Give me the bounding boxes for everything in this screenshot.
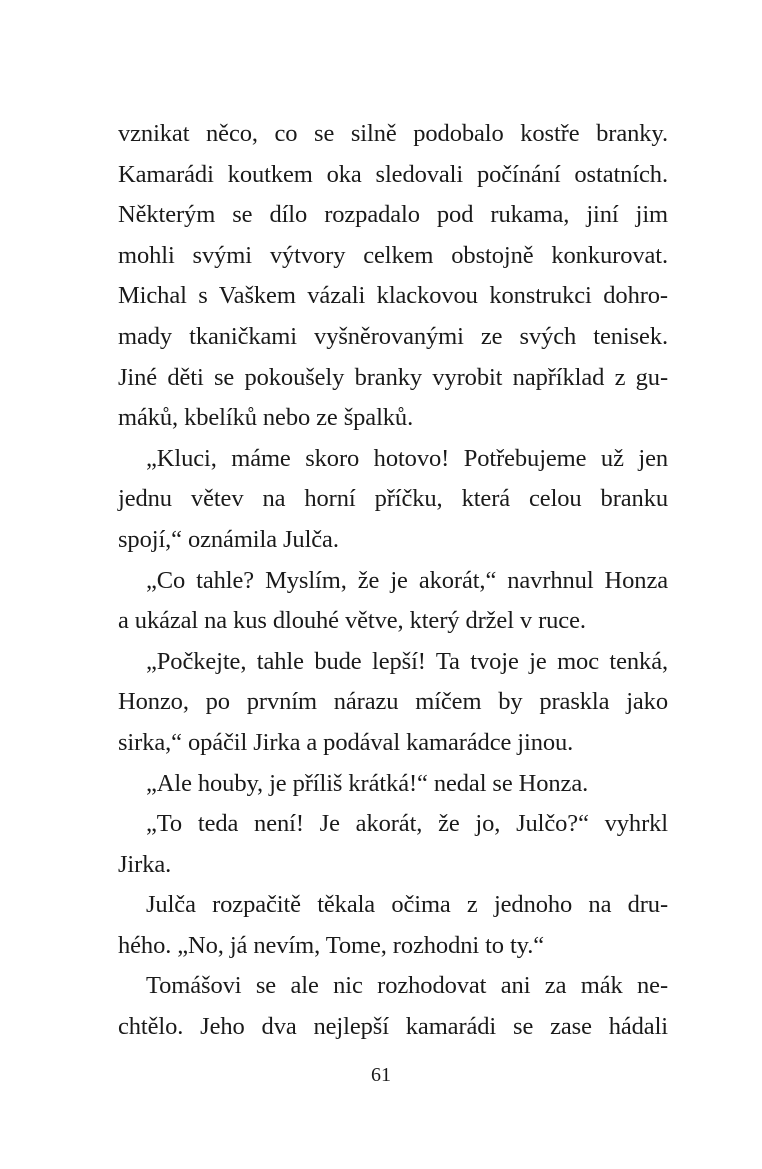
text-line: chtělo. Jeho dva nejlepší kamarádi se zase hádali (118, 1013, 668, 1041)
text-line: hého. „No, já nevím, Tome, rozhodni to ty.“ (118, 931, 545, 959)
page-body (118, 114, 668, 1048)
text-line: „To teda není! Je akorát, že jo, Julčo?“ vyhrkl (146, 810, 668, 838)
text-line: „Počkejte, tahle bude lepší! Ta tvoje je moc tenká, (146, 647, 668, 675)
text-line: máků, kbelíků nebo ze špalků. (118, 404, 414, 432)
text-line: jednu větev na horní příčku, která celou branku (118, 485, 668, 513)
text-line: „Kluci, máme skoro hotovo! Potřebujeme už jen (146, 444, 668, 472)
text-line: Tomášovi se ale nic rozhodovat ani za mák ne- (146, 972, 668, 1000)
text-line: vznikat něco, co se silně podobalo kostře branky. (118, 120, 668, 147)
text-line: „Co tahle? Myslím, že je akorát,“ navrhnul Honza (146, 566, 668, 594)
text-line: Jirka. (118, 850, 172, 878)
text-line: mohli svými výtvory celkem obstojně konkurovat. (118, 241, 668, 269)
text-line: Kamarádi koutkem oka sledovali počínání ostatních. (118, 160, 668, 188)
text-line: „Ale houby, je příliš krátká!“ nedal se Honza. (146, 769, 589, 797)
text-line: Julča rozpačitě těkala očima z jednoho na dru- (146, 891, 668, 919)
text-line: mady tkaničkami vyšněrovanými ze svých tenisek. (118, 322, 668, 350)
text-line: Honzo, po prvním nárazu míčem by praskla jako (118, 688, 668, 716)
text-line: spojí,“ oznámila Julča. (118, 525, 339, 553)
text-line: sirka,“ opáčil Jirka a podával kamarádce jinou. (118, 728, 574, 756)
text-line: Michal s Vaškem vázali klackovou konstrukci dohro- (118, 282, 668, 310)
text-line: Některým se dílo rozpadalo pod rukama, jiní jim (118, 201, 668, 229)
text-line: a ukázal na kus dlouhé větve, který držel v ruce. (118, 607, 586, 635)
text-line: Jiné děti se pokoušely branky vyrobit například z gu- (118, 363, 668, 391)
page-number: 61 (371, 1064, 391, 1086)
